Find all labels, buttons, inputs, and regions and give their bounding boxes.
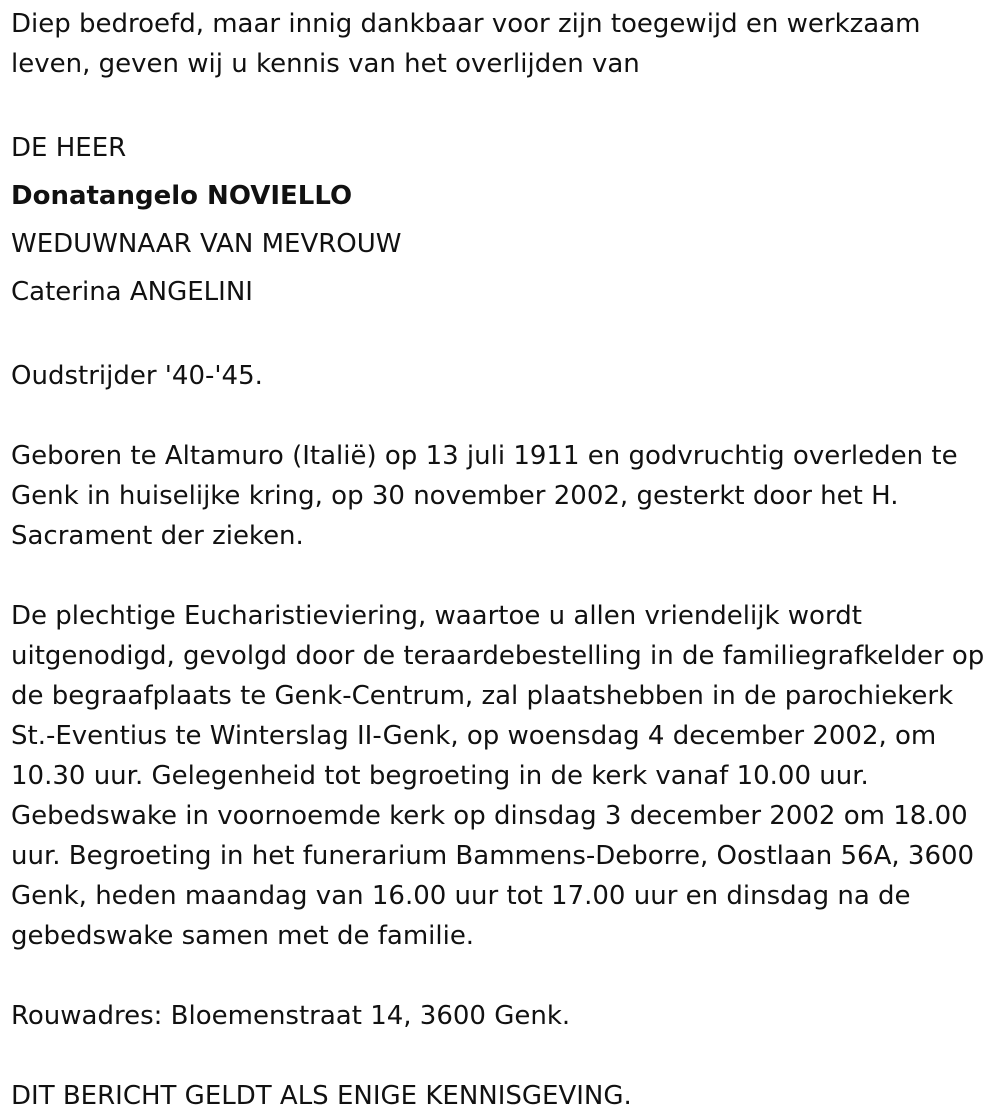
ceremony-paragraph: De plechtige Eucharistieviering, waartoe u allen vriendelijk wordt uitgenodigd, gevolgd door de teraardebestelling in de familiegrafkelder op de begraafplaats te Genk-Centrum, zal plaatshebben in de parochiekerk St.-Eventius te Winterslag II-Genk, op woensdag 4 december 2002, om 10.30 uur. Gelegenheid tot begroeting in de kerk vanaf 10.00 uur. Gebedswake in voornoemde kerk op dinsdag 3 december 2002 om 18.00 uur. Begroeting in het funerarium Bammens-Deborre, Oostlaan 56A, 3600 Genk, heden maandag van 16.00 uur tot 17.00 uur en dinsdag na de gebedswake samen met de familie.	[11, 601, 985, 951]
relation-line: WEDUWNAAR VAN MEVROUW	[11, 229, 402, 259]
death-notice	[11, 4, 986, 1116]
honorific-title: DE HEER	[11, 133, 127, 163]
spouse-name: Caterina ANGELINI	[11, 277, 253, 307]
deceased-name: Donatangelo NOVIELLO	[11, 181, 353, 211]
intro-paragraph: Diep bedroefd, maar innig dankbaar voor zijn toegewijd en werkzaam leven, geven wij u kennis van het overlijden van	[11, 9, 921, 79]
veteran-line: Oudstrijder '40-'45.	[11, 361, 263, 391]
closing-statement: DIT BERICHT GELDT ALS ENIGE KENNISGEVING.	[11, 1081, 632, 1111]
birth-death-paragraph: Geboren te Altamuro (Italië) op 13 juli 1911 en godvruchtig overleden te Genk in huiselijke kring, op 30 november 2002, gesterkt door het H. Sacrament der zieken.	[11, 441, 958, 551]
mourning-address: Rouwadres: Bloemenstraat 14, 3600 Genk.	[11, 1001, 571, 1031]
